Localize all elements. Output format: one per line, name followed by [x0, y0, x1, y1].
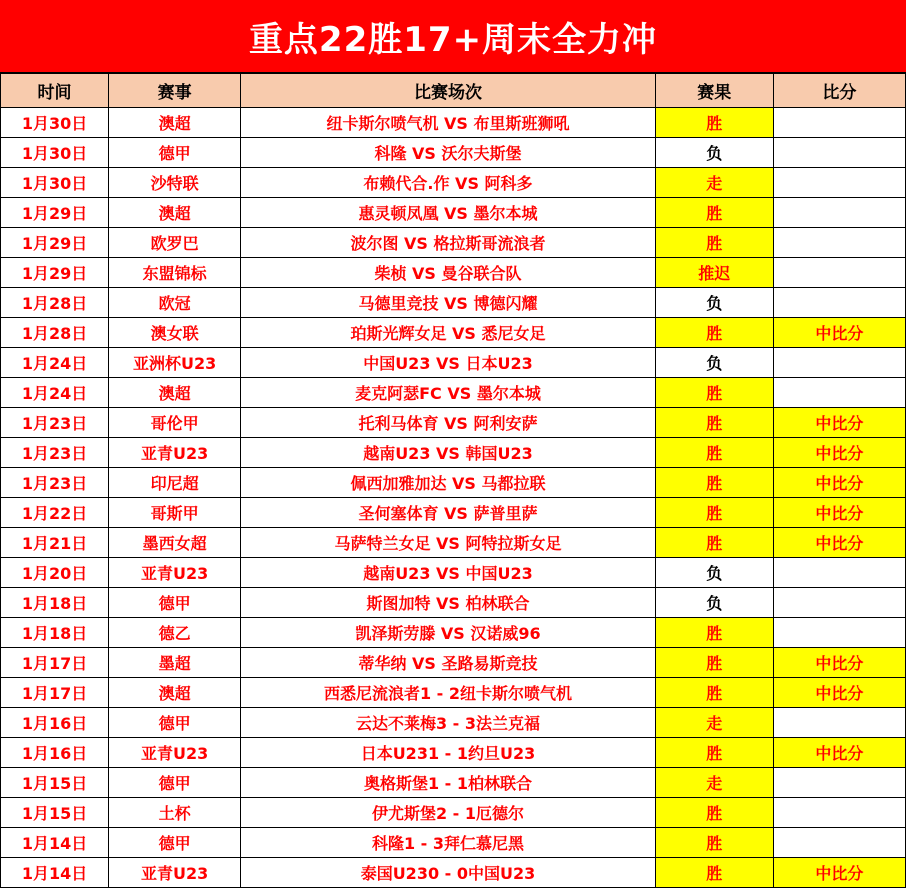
- table-row: [1, 738, 906, 768]
- page-title-bar: [0, 0, 906, 73]
- cell-league: 墨超: [109, 648, 241, 678]
- cell-match: 凯泽斯劳滕 VS 汉诺威96: [241, 618, 655, 648]
- cell-score: [773, 558, 905, 588]
- cell-league: 欧罗巴: [109, 228, 241, 258]
- table-row: [1, 348, 906, 378]
- cell-time: 1月29日: [1, 258, 109, 288]
- cell-match: 日本U231 - 1约旦U23: [241, 738, 655, 768]
- cell-result: 胜: [655, 798, 773, 828]
- cell-result: 负: [655, 348, 773, 378]
- cell-match: 圣何塞体育 VS 萨普里萨: [241, 498, 655, 528]
- cell-match: 佩西加雅加达 VS 马都拉联: [241, 468, 655, 498]
- cell-score: [773, 198, 905, 228]
- cell-league: 德甲: [109, 708, 241, 738]
- cell-score: 中比分: [773, 648, 905, 678]
- cell-score: [773, 828, 905, 858]
- cell-time: 1月24日: [1, 378, 109, 408]
- cell-match: 科隆1 - 3拜仁慕尼黑: [241, 828, 655, 858]
- cell-match: 马德里竞技 VS 博德闪耀: [241, 288, 655, 318]
- cell-league: 澳超: [109, 678, 241, 708]
- cell-league: 德乙: [109, 618, 241, 648]
- table-row: [1, 408, 906, 438]
- table-row: [1, 138, 906, 168]
- cell-time: 1月15日: [1, 798, 109, 828]
- cell-score: [773, 708, 905, 738]
- cell-result: 胜: [655, 228, 773, 258]
- table-row: [1, 228, 906, 258]
- cell-score: 中比分: [773, 738, 905, 768]
- cell-time: 1月23日: [1, 438, 109, 468]
- cell-league: 哥斯甲: [109, 498, 241, 528]
- table-row: [1, 588, 906, 618]
- cell-result: 胜: [655, 108, 773, 138]
- cell-score: 中比分: [773, 318, 905, 348]
- cell-score: [773, 378, 905, 408]
- table-row: [1, 438, 906, 468]
- table-row: [1, 288, 906, 318]
- cell-time: 1月30日: [1, 138, 109, 168]
- cell-result: 推迟: [655, 258, 773, 288]
- column-header-league: 赛事: [109, 74, 241, 108]
- cell-match: 奥格斯堡1 - 1柏林联合: [241, 768, 655, 798]
- column-header-score: 比分: [773, 74, 905, 108]
- cell-score: 中比分: [773, 468, 905, 498]
- cell-time: 1月14日: [1, 858, 109, 888]
- column-header-time: 时间: [1, 74, 109, 108]
- cell-score: [773, 138, 905, 168]
- cell-result: 胜: [655, 738, 773, 768]
- cell-league: 哥伦甲: [109, 408, 241, 438]
- table-row: [1, 678, 906, 708]
- cell-result: 胜: [655, 528, 773, 558]
- cell-result: 胜: [655, 498, 773, 528]
- cell-match: 马萨特兰女足 VS 阿特拉斯女足: [241, 528, 655, 558]
- cell-match: 波尔图 VS 格拉斯哥流浪者: [241, 228, 655, 258]
- cell-time: 1月28日: [1, 318, 109, 348]
- table-row: [1, 108, 906, 138]
- cell-league: 印尼超: [109, 468, 241, 498]
- cell-match: 斯图加特 VS 柏林联合: [241, 588, 655, 618]
- table-row: [1, 708, 906, 738]
- column-header-match: 比赛场次: [241, 74, 655, 108]
- cell-time: 1月20日: [1, 558, 109, 588]
- cell-result: 走: [655, 708, 773, 738]
- cell-score: [773, 768, 905, 798]
- cell-score: 中比分: [773, 438, 905, 468]
- cell-league: 亚青U23: [109, 858, 241, 888]
- cell-match: 蒂华纳 VS 圣路易斯竞技: [241, 648, 655, 678]
- cell-time: 1月22日: [1, 498, 109, 528]
- cell-score: [773, 108, 905, 138]
- cell-league: 亚青U23: [109, 438, 241, 468]
- cell-score: 中比分: [773, 408, 905, 438]
- cell-score: 中比分: [773, 528, 905, 558]
- cell-match: 托利马体育 VS 阿利安萨: [241, 408, 655, 438]
- cell-match: 云达不莱梅3 - 3法兰克福: [241, 708, 655, 738]
- cell-result: 胜: [655, 438, 773, 468]
- cell-time: 1月30日: [1, 108, 109, 138]
- table-row: [1, 648, 906, 678]
- cell-time: 1月15日: [1, 768, 109, 798]
- column-header-result: 赛果: [655, 74, 773, 108]
- table-row: [1, 318, 906, 348]
- cell-result: 走: [655, 168, 773, 198]
- cell-league: 澳女联: [109, 318, 241, 348]
- cell-time: 1月16日: [1, 708, 109, 738]
- cell-result: 胜: [655, 378, 773, 408]
- cell-result: 负: [655, 558, 773, 588]
- cell-score: [773, 348, 905, 378]
- table-body: [1, 108, 906, 888]
- cell-league: 沙特联: [109, 168, 241, 198]
- table-row: [1, 168, 906, 198]
- cell-score: 中比分: [773, 858, 905, 888]
- cell-time: 1月18日: [1, 618, 109, 648]
- cell-league: 亚青U23: [109, 738, 241, 768]
- cell-score: [773, 588, 905, 618]
- cell-match: 西悉尼流浪者1 - 2纽卡斯尔喷气机: [241, 678, 655, 708]
- cell-match: 泰国U230 - 0中国U23: [241, 858, 655, 888]
- cell-league: 德甲: [109, 828, 241, 858]
- cell-time: 1月21日: [1, 528, 109, 558]
- cell-match: 纽卡斯尔喷气机 VS 布里斯班狮吼: [241, 108, 655, 138]
- cell-league: 土杯: [109, 798, 241, 828]
- table-row: [1, 258, 906, 288]
- cell-score: [773, 798, 905, 828]
- table-row: [1, 558, 906, 588]
- cell-score: 中比分: [773, 498, 905, 528]
- cell-league: 澳超: [109, 198, 241, 228]
- cell-result: 胜: [655, 678, 773, 708]
- cell-result: 胜: [655, 618, 773, 648]
- cell-time: 1月18日: [1, 588, 109, 618]
- table-row: [1, 798, 906, 828]
- cell-match: 布赖代合.作 VS 阿科多: [241, 168, 655, 198]
- table-row: [1, 828, 906, 858]
- page-title: 重点22胜17+周末全力冲: [248, 19, 658, 60]
- cell-score: [773, 228, 905, 258]
- cell-time: 1月30日: [1, 168, 109, 198]
- cell-result: 负: [655, 138, 773, 168]
- table-row: [1, 378, 906, 408]
- table-row: [1, 528, 906, 558]
- cell-score: [773, 258, 905, 288]
- cell-score: [773, 168, 905, 198]
- cell-result: 胜: [655, 648, 773, 678]
- cell-league: 欧冠: [109, 288, 241, 318]
- cell-result: 胜: [655, 318, 773, 348]
- cell-time: 1月23日: [1, 468, 109, 498]
- table-row: [1, 858, 906, 888]
- cell-league: 东盟锦标: [109, 258, 241, 288]
- table-row: [1, 768, 906, 798]
- cell-time: 1月24日: [1, 348, 109, 378]
- cell-match: 珀斯光辉女足 VS 悉尼女足: [241, 318, 655, 348]
- cell-league: 德甲: [109, 588, 241, 618]
- cell-result: 胜: [655, 408, 773, 438]
- cell-time: 1月23日: [1, 408, 109, 438]
- cell-league: 德甲: [109, 768, 241, 798]
- cell-match: 科隆 VS 沃尔夫斯堡: [241, 138, 655, 168]
- cell-result: 负: [655, 288, 773, 318]
- table-row: [1, 498, 906, 528]
- table-row: [1, 468, 906, 498]
- cell-score: 中比分: [773, 678, 905, 708]
- cell-score: [773, 288, 905, 318]
- cell-result: 胜: [655, 858, 773, 888]
- cell-match: 越南U23 VS 中国U23: [241, 558, 655, 588]
- cell-result: 走: [655, 768, 773, 798]
- cell-match: 伊尤斯堡2 - 1厄德尔: [241, 798, 655, 828]
- table-header-row: [1, 74, 906, 108]
- cell-result: 胜: [655, 828, 773, 858]
- cell-time: 1月29日: [1, 198, 109, 228]
- cell-result: 胜: [655, 468, 773, 498]
- cell-result: 负: [655, 588, 773, 618]
- cell-league: 德甲: [109, 138, 241, 168]
- cell-time: 1月28日: [1, 288, 109, 318]
- cell-time: 1月14日: [1, 828, 109, 858]
- cell-league: 澳超: [109, 108, 241, 138]
- results-table: [0, 73, 906, 888]
- cell-league: 亚洲杯U23: [109, 348, 241, 378]
- cell-match: 麦克阿瑟FC VS 墨尔本城: [241, 378, 655, 408]
- cell-league: 墨西女超: [109, 528, 241, 558]
- cell-time: 1月17日: [1, 678, 109, 708]
- cell-score: [773, 618, 905, 648]
- cell-time: 1月16日: [1, 738, 109, 768]
- cell-match: 柴桢 VS 曼谷联合队: [241, 258, 655, 288]
- cell-time: 1月17日: [1, 648, 109, 678]
- cell-match: 惠灵顿凤凰 VS 墨尔本城: [241, 198, 655, 228]
- cell-result: 胜: [655, 198, 773, 228]
- cell-match: 越南U23 VS 韩国U23: [241, 438, 655, 468]
- cell-league: 亚青U23: [109, 558, 241, 588]
- table-row: [1, 198, 906, 228]
- cell-match: 中国U23 VS 日本U23: [241, 348, 655, 378]
- cell-time: 1月29日: [1, 228, 109, 258]
- table-row: [1, 618, 906, 648]
- cell-league: 澳超: [109, 378, 241, 408]
